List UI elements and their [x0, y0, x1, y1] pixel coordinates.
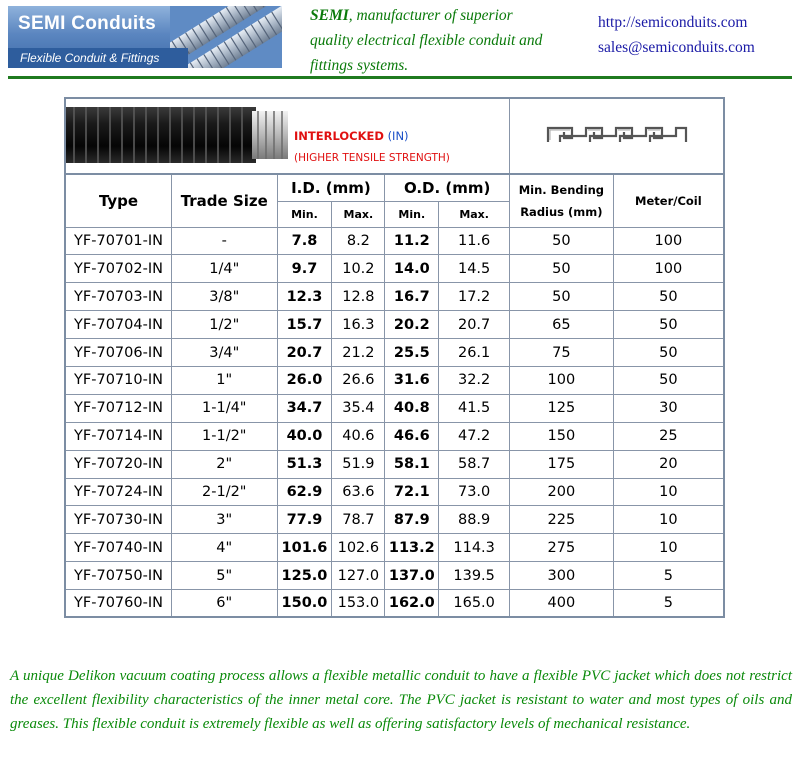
cell-id-min: 20.7 [277, 339, 332, 367]
cell-type: YF-70712-IN [65, 394, 172, 422]
cell-id-min: 9.7 [277, 255, 332, 283]
col-bending-radius [510, 174, 614, 227]
col-id-min: Min. [277, 201, 332, 227]
cell-id-max: 51.9 [332, 450, 385, 478]
col-type: Type [65, 174, 172, 227]
cell-od-min: 20.2 [385, 311, 439, 339]
cell-type: YF-70740-IN [65, 534, 172, 562]
cell-type: YF-70760-IN [65, 590, 172, 618]
cell-id-max: 21.2 [332, 339, 385, 367]
cell-trade-size: 2" [172, 450, 277, 478]
cell-trade-size: 3" [172, 506, 277, 534]
cell-od-min: 87.9 [385, 506, 439, 534]
col-od-max: Max. [439, 201, 510, 227]
table-row [65, 422, 724, 450]
cell-type: YF-70704-IN [65, 311, 172, 339]
cell-type: YF-70706-IN [65, 339, 172, 367]
cell-meter-coil: 50 [613, 311, 724, 339]
col-id-max: Max. [332, 201, 385, 227]
cell-meter-coil: 100 [613, 227, 724, 255]
cell-bending-radius: 100 [510, 366, 614, 394]
product-code: (IN) [387, 129, 409, 143]
cell-od-min: 16.7 [385, 283, 439, 311]
table-row [65, 450, 724, 478]
cell-bending-radius: 50 [510, 227, 614, 255]
cell-od-max: 139.5 [439, 562, 510, 590]
cell-od-max: 11.6 [439, 227, 510, 255]
cell-id-max: 153.0 [332, 590, 385, 618]
contact-info [598, 10, 798, 60]
product-banner-row [65, 98, 724, 174]
cell-bending-radius: 125 [510, 394, 614, 422]
logo-subtitle: Flexible Conduit & Fittings [8, 48, 188, 68]
cell-trade-size: 6" [172, 590, 277, 618]
cell-od-max: 47.2 [439, 422, 510, 450]
product-name-label [294, 129, 409, 143]
cell-od-min: 25.5 [385, 339, 439, 367]
col-trade-size: Trade Size [172, 174, 277, 227]
cell-trade-size: 1-1/4" [172, 394, 277, 422]
cell-id-min: 26.0 [277, 366, 332, 394]
cell-od-max: 26.1 [439, 339, 510, 367]
interlock-profile-icon [542, 114, 692, 154]
table-row [65, 478, 724, 506]
cell-od-max: 41.5 [439, 394, 510, 422]
tagline-brand: SEMI [310, 7, 349, 24]
cell-id-max: 12.8 [332, 283, 385, 311]
cell-bending-radius: 75 [510, 339, 614, 367]
header-row [65, 174, 724, 201]
cell-bending-radius: 65 [510, 311, 614, 339]
bending-line-1: Min. Bending [518, 182, 605, 197]
cell-meter-coil: 5 [613, 562, 724, 590]
col-id: I.D. (mm) [277, 174, 385, 201]
cell-id-min: 101.6 [277, 534, 332, 562]
cell-id-max: 8.2 [332, 227, 385, 255]
cell-id-max: 35.4 [332, 394, 385, 422]
cell-od-max: 114.3 [439, 534, 510, 562]
cell-type: YF-70710-IN [65, 366, 172, 394]
cell-od-max: 32.2 [439, 366, 510, 394]
cell-bending-radius: 300 [510, 562, 614, 590]
cell-trade-size: 2-1/2" [172, 478, 277, 506]
table-row [65, 283, 724, 311]
cell-od-max: 17.2 [439, 283, 510, 311]
cell-type: YF-70703-IN [65, 283, 172, 311]
cell-type: YF-70701-IN [65, 227, 172, 255]
cell-od-max: 88.9 [439, 506, 510, 534]
cell-id-max: 26.6 [332, 366, 385, 394]
table-row [65, 562, 724, 590]
cell-trade-size: 5" [172, 562, 277, 590]
cell-type: YF-70720-IN [65, 450, 172, 478]
product-name: INTERLOCKED [294, 129, 384, 143]
table-row [65, 534, 724, 562]
cell-id-max: 10.2 [332, 255, 385, 283]
cell-id-min: 51.3 [277, 450, 332, 478]
col-od: O.D. (mm) [385, 174, 510, 201]
table-row [65, 506, 724, 534]
table-row [65, 227, 724, 255]
cell-od-min: 162.0 [385, 590, 439, 618]
cell-od-min: 137.0 [385, 562, 439, 590]
cell-bending-radius: 50 [510, 255, 614, 283]
cell-trade-size: 1-1/2" [172, 422, 277, 450]
cell-id-min: 34.7 [277, 394, 332, 422]
cell-meter-coil: 10 [613, 534, 724, 562]
cell-id-max: 40.6 [332, 422, 385, 450]
cell-bending-radius: 400 [510, 590, 614, 618]
company-logo[interactable] [8, 6, 282, 68]
cell-od-max: 20.7 [439, 311, 510, 339]
table-row [65, 255, 724, 283]
conduit-spec-table [64, 97, 725, 618]
cell-type: YF-70702-IN [65, 255, 172, 283]
cell-meter-coil: 100 [613, 255, 724, 283]
table-row [65, 311, 724, 339]
header-divider [8, 76, 792, 79]
cell-trade-size: 3/4" [172, 339, 277, 367]
cell-id-min: 12.3 [277, 283, 332, 311]
logo-title: SEMI Conduits [18, 13, 156, 34]
table-row [65, 590, 724, 618]
cell-id-max: 102.6 [332, 534, 385, 562]
cell-bending-radius: 175 [510, 450, 614, 478]
table-row [65, 366, 724, 394]
cell-meter-coil: 20 [613, 450, 724, 478]
product-banner [65, 98, 510, 174]
cell-id-max: 16.3 [332, 311, 385, 339]
col-meter-coil: Meter/Coil [613, 174, 724, 227]
cell-bending-radius: 150 [510, 422, 614, 450]
tagline-text: , manufacturer of superior quality electrical flexible conduit and fittings systems. [310, 7, 543, 74]
table-row [65, 394, 724, 422]
email-link[interactable]: sales@semiconduits.com [598, 39, 755, 56]
cell-type: YF-70724-IN [65, 478, 172, 506]
cell-bending-radius: 225 [510, 506, 614, 534]
product-note: (HIGHER TENSILE STRENGTH) [294, 152, 450, 164]
cell-od-min: 113.2 [385, 534, 439, 562]
cell-od-max: 14.5 [439, 255, 510, 283]
bending-line-2: Radius (mm) [520, 204, 603, 219]
cell-bending-radius: 200 [510, 478, 614, 506]
cell-od-min: 31.6 [385, 366, 439, 394]
cell-meter-coil: 50 [613, 339, 724, 367]
cell-id-min: 7.8 [277, 227, 332, 255]
cell-meter-coil: 50 [613, 366, 724, 394]
cell-od-min: 58.1 [385, 450, 439, 478]
cell-type: YF-70750-IN [65, 562, 172, 590]
cell-trade-size: - [172, 227, 277, 255]
cell-id-min: 150.0 [277, 590, 332, 618]
cell-od-min: 14.0 [385, 255, 439, 283]
cell-id-max: 78.7 [332, 506, 385, 534]
cell-id-max: 127.0 [332, 562, 385, 590]
cell-meter-coil: 10 [613, 478, 724, 506]
cell-trade-size: 4" [172, 534, 277, 562]
cell-trade-size: 1/4" [172, 255, 277, 283]
cell-bending-radius: 50 [510, 283, 614, 311]
cell-id-min: 77.9 [277, 506, 332, 534]
interlock-profile-cell [510, 98, 724, 174]
cell-type: YF-70730-IN [65, 506, 172, 534]
website-link[interactable]: http://semiconduits.com [598, 14, 748, 31]
cell-od-min: 40.8 [385, 394, 439, 422]
cell-meter-coil: 25 [613, 422, 724, 450]
cell-type: YF-70714-IN [65, 422, 172, 450]
cell-trade-size: 1" [172, 366, 277, 394]
company-tagline [310, 3, 550, 78]
cell-id-min: 40.0 [277, 422, 332, 450]
cell-od-min: 11.2 [385, 227, 439, 255]
cell-meter-coil: 30 [613, 394, 724, 422]
product-description: A unique Delikon vacuum coating process allows a flexible metallic conduit to have a flexible PVC jacket which does not restrict the excellent flexibility characteristics of the inner metal core. The PVC jacket is resistant to water and most types of oils and greases. This flexible conduit is extremely flexible as well as offering satisfactory levels of mechanical resistance. [10, 668, 792, 732]
cell-id-min: 125.0 [277, 562, 332, 590]
cell-od-max: 73.0 [439, 478, 510, 506]
cell-bending-radius: 275 [510, 534, 614, 562]
cell-id-min: 62.9 [277, 478, 332, 506]
conduit-product-image [66, 99, 291, 173]
cell-od-min: 46.6 [385, 422, 439, 450]
cell-meter-coil: 5 [613, 590, 724, 618]
spec-table-body [65, 227, 724, 617]
cell-id-min: 15.7 [277, 311, 332, 339]
cell-od-min: 72.1 [385, 478, 439, 506]
col-od-min: Min. [385, 201, 439, 227]
cell-trade-size: 3/8" [172, 283, 277, 311]
cell-id-max: 63.6 [332, 478, 385, 506]
cell-meter-coil: 50 [613, 283, 724, 311]
cell-trade-size: 1/2" [172, 311, 277, 339]
cell-od-max: 165.0 [439, 590, 510, 618]
cell-od-max: 58.7 [439, 450, 510, 478]
table-row [65, 339, 724, 367]
cell-meter-coil: 10 [613, 506, 724, 534]
